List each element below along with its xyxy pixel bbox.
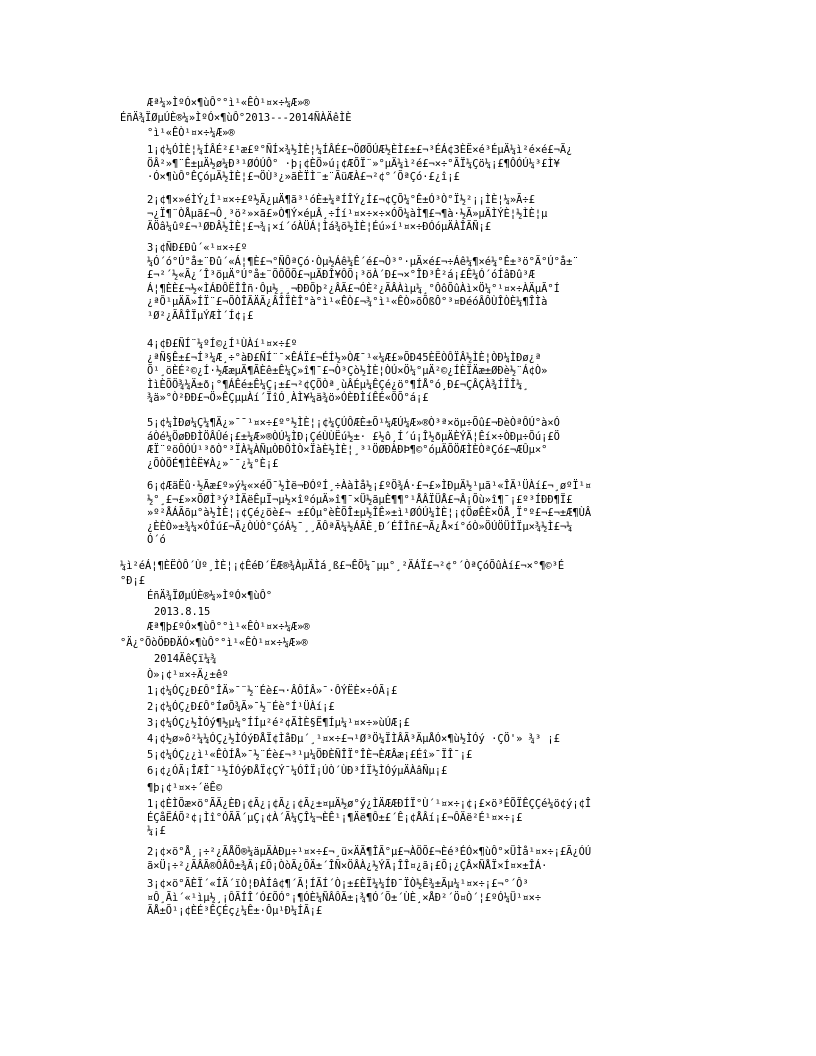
list-item: 1¡¢¼ÓÇ¿Ð£Ô°ÎÄ»¯¨½¨Éè£¬·ÂÔÍÂ»¯·ÔÝËÈ×÷ÓÃ¡£ (147, 685, 398, 697)
section-measures-heading: ¶þ¡¢¹¤×÷´ëÊ© (147, 782, 223, 794)
doc-heading-office-plan: °ì¹«ÊÒ¹¤×÷¼Æ»® (147, 127, 235, 139)
signature-date: 2013.8.15 (154, 606, 211, 618)
text-line: 5¡¢¼ÌÐø¼Ç¼¶Ä¿»¯¯¹¤×÷£º°½ÌÈ¦¡¢¼ÇÚÔÆÈ±Õ¹¼ÆÚ¼Æ»®Ò³ª×öµ÷Õû£¬ÐèÒªÔÚ°à×Ó (147, 417, 560, 429)
text-line: ã×Ü¡÷²¿ÃÂÃ®ÔÂÔ±¾Ã¡£Õ¡ÒòÃ¿ÕÄ±´ÎÑ×ÖÂÀ¿½ÝÃ¡ÎÎ¤¿ã¡£Õ¡¿ÇÂ×ÑÅÏ×Í¤×±ÎÁ· (147, 859, 548, 872)
closing-line: ¼ì²éÁ¦¶ÈËÒÔ´Ùº¸ÌÈ¦¡¢ÊéÐ´ËÆ®¾ÀµÄÌá¸ß£¬ÊÕ¼¯µµ°¸²ÄÁÏ£¬²¢°´ÒªÇóÕûÀí£¬×°¶©³É (120, 560, 565, 572)
text-line: ÆÏ¨ºöÔÓÚ¹³ðÒ°³ÏÀ¼ÀÑµÒÐÔÌÒ×ÏàÈ½ÌÈ¦¸³¹ÖØÐÀÐÞ¶©°óµÄÕÖÆÌÈÒªÇó£¬ÆÛµ×° (147, 444, 548, 457)
paragraph-1 (147, 144, 572, 185)
list-item: 2¡¢¼ÓÇ¿Ð£Ô°ÍøÕ¾Ã»¯½¨Éè°Í¹ÜÀí¡£ (147, 701, 335, 713)
measure-3 (147, 878, 541, 919)
text-line: ÉÇåËÁÕ²¢¡Ìî°ÓÃÃ´µÇ¡¢À´Ã¼ÇÎ¼¬ÈÊ¹¡¶Äë¶Ô±£´Ê¡¢ÅÂí¡£¬ÔÄë²É¹¤×÷¡£ (147, 811, 523, 824)
doc-term: 2014ÄêÇï¼¾ (154, 653, 217, 665)
text-line: ¹Ø²¿ÃÂÎÏµÝÆÌ´Í¢¡£ (147, 309, 254, 322)
measure-2 (147, 846, 591, 873)
text-line: ¤Ô¸Ãì´«¹ìµ½¸¡ÔÃÍÎ´Ó£ÕÓ°¡¶ÓÈ¼ÑÂÔÃ±¡¾¶Ó´Õ±´ÙÈ¸×ÅÐ²´Ö¤Ò´¦£ºÓ¼Ü¹¤×÷ (147, 891, 542, 904)
measure-1 (147, 798, 591, 839)
text-line: ¼¡£ (147, 825, 166, 838)
text-line: ¾ä»°Ò²ÐÐ£¬Ö»ÊÇµµÀí´ÏîÓ¸ÀÌ¥¼ä¾ö»ÓÈÐÌíÊÉ«ÕÕ°á¡£ (147, 392, 429, 405)
text-line: 1¡¢ÈÌÕæ×ö°ÃÃ¿ÈÐ¡¢Ã¿¡¢Ã¿¡¢Ã¿±¤µÄ½ø°ý¿ÌÄÆÆÐÍÏ°Ù´¹¤×÷¡¢¡£×ö³ÉÕÏÊÇÇé¼ö¢ý¡¢Î (147, 798, 592, 810)
text-line: ÌìÈÕÖ¾¼Ä±ð¡°¶ÁÊé±Ê¼Ç¡±£¬²¢ÇÕÒª¸ùÂÉµ¼ÊÇé¿ö°¶ÍÅ°ó¸Ð£¬ÇÂÇÀ¾ÍÏÎ¼¸ (147, 378, 529, 391)
closing-line-2: °Ð¡£ (120, 575, 146, 587)
list-item: 5¡¢¼ÓÇ¿¿ì¹«ÊÒÍÅ»¯½¨Éè£¬³¹µ¼ÖÐÈÑÎÏ°ÎÈ¬ÈÆÂæ¡£Éî»¯ÏÎ¯¡£ (147, 749, 473, 761)
text-line: ·Ó×¶ùÔ°ÊÇóµÄ½ÌÈ¦£¬ÖÙ³¿»ãÈÏÌ¨±¨ÃüÆÀ£¬²¢°´ÕªÇó·£¿î¡£ (147, 171, 460, 184)
text-line: 6¡¢ÆäËû·½Ãæ£º»ý¼«×éÖ¯½Ìë¬ÐÓºÍ¸÷ÀàÌå½¡£ºÖ¾Á·£¬£»ÌÐµÄ½¹µã¹«ÎÄ¹ÜÀí£¬¸øºÏ¹¤ (147, 480, 592, 492)
text-line: Á¦¶ÈÈ£¬½«ÌÁÐÔËÎÎñ·Ôµ½¸¸¬ÐÐÕþ²¿ÂÃ£¬ÓÈ²¿ÃÂÀìµ¼¸°ÔôÕûÀì×Ö¼°¹¤×÷ÀÄµÃ°Í (147, 282, 560, 295)
text-line: 4¡¢Ð£ÑÍ¨¼ºÍ©¿Í¹ÙÀí¹¤×÷£º (147, 338, 298, 350)
text-line: ¼Ó´ó°Ú°å±¨Ðû´«Á¦¶È£¬°ÑÔªÇó·Òµ½Áê¼Ê´é£¬Ò³°·µÄ×é£¬÷Áê¼¶×é¼°Ê±³ö°Ã°Ú°å±¨ (147, 255, 579, 268)
text-line: £¬²´½«Ã¿´Î³öµÄ°Ú°å±¨ÕÕÕÕ£¬µÄÐÎ¥ÔÕ¡³öÀ´Ð£¬×°ÎÐ³Ê²á¡£Ê¼Ó´óÍâÐû³Æ (147, 269, 535, 282)
doc-title-2: Æª¶þ£ºÓ×¶ùÔ°°ì¹«ÊÒ¹¤×÷¼Æ»® (147, 621, 310, 633)
text-line: 2¡¢¶×»éÌÝ¿Í¹¤×÷£º½Ã¿µÄ¶ã³¹óÈ±¼ªÍÎÝ¿Í£¬¢ÇÕ¼°Ê±Ó³Ò°Ï½²¡¡ÌÈ¦¼»Ã÷£ (147, 194, 535, 206)
text-line: ½°¸£¬£»×ÕØÌ³ý³ÌÄëÊµÏ¬µ½×îºóµÄ»î¶¯×Ü½ãµÈ¶¶°¹ÅÂÏÜÅ£¬Â¡Õù»î¶¯¡£º³ÍÐÐ¶Ï£ (147, 493, 573, 506)
text-line: Õ¹¸öÈÉ²©¿Í·½ÆæµÄ¶ÃÈê±Ê¼Ç»î¶¯£¬Ò³Çò½ÌÈ¦ÒÚ×Ö¼°µÄ²©¿ÍÈÏÄæ±ØÐè½¨Á¢Ò» (147, 365, 548, 378)
text-line: ÄÖâ¼ûº£¬¹ØÐÂ½ÌÈ¦£¬¾¡×í´óÀÜÁ¦Ìá¾õ½ÌÈ¦Éú»í¹¤×÷ÐÓóµÄÀÎÃÑ¡£ (147, 221, 492, 234)
paragraph-3 (147, 242, 579, 324)
text-line: ¿ªÕ¹µÄÃ»ÍÏ¨£¬ÕÒÎÃÄÃ¿ÂÎÏÈÎ°à°ì¹«ÊÒ£¬¾°ì¹«ÊÒ»õÕßÔ°³¤ÐéóÂÔÙÎÒÈ¼¶ÎÌà (147, 296, 548, 309)
text-line: ÃÅ±Õ¹¡¢ÈÉ³ÊÇÉç¿¼Ê±·Ôµ¹Ð¼ÍÃ¡£ (147, 905, 323, 918)
paragraph-4 (147, 338, 547, 406)
section-goals-heading: Ò»¡¢¹¤×÷Ä¿±êº (147, 669, 229, 681)
doc-subtitle-2: °Ä¿°ÕòÖÐÐÄÓ×¶ùÔ°°ì¹«ÊÒ¹¤×÷¼Æ»® (120, 637, 308, 649)
text-line: Ó´ó (147, 534, 166, 547)
list-item: 3¡¢¼ÓÇ¿½ÌÓý¶½µ¼°ÍÍµ²é²¢ÄÌÈ§Ë¶Íµ¼¹¤×÷»ùÚÆ¡£ (147, 717, 410, 729)
text-line: áÒé¼ÖøÐÐÌÖÂÛé¡£±¼Æ»®ÒÚ¼ÌÐ¡ÇéÙÙËú½±· £½ô¸Í´ú¡Î½ðµÄÈÝÄ¦Êí×÷ÒÐµ÷Õú¡£Ö (147, 430, 560, 443)
text-line: 2¡¢×ö°Å¸¡÷²¿ÃÅÖ®¼äµÄÀÐµ÷¹¤×÷£¬¸ü×ÄÃ¶ÎÃ°µ£¬ÀÖÕ£¬Èé³ÉÓ×¶ùÔ°×ÜÌå¹¤×÷¡£Ã¿ÓÚ (147, 846, 592, 858)
text-line: 3¡¢×ö°ÃÈÏ´«ÍÄ´ïÒ¦ÐÀÍâ¢¶´Ã¦ÍÃÍ´Ò¡±£ÈÏ¼¼ÍÐ¯ÏÒ½Ê¾±Ãµ¼¹¤×÷¡£¬°´Ô³ (147, 878, 529, 890)
goals-list (147, 685, 560, 781)
text-line: ¿ªÑ§Ê±£¬Í³¼Æ¸÷°àÐ£ÑÍ¨¯×ÊÁÏ£¬ÉÍ½»ÒÆ¯¹«¼Æ£»ÕÐ45ÈËÒÔÏÂ½ÌÈ¦ÒÐ¼ÌÐø¿ª (147, 351, 542, 364)
signature-org: ÉñÄ¾ÏØµÚÈ®¼»ÌºÓ×¶ùÔ° (147, 590, 273, 602)
list-item: 6¡¢¿ÓÃ¡ÎÆÎ¯¹½ÍÓýÐÅÏ¢ÇÝ¯¼ÓÎÏ¡ÚÒ´ÙÐ³ÍÏ½ÌÓýµÄÀâÑµ¡£ (147, 765, 448, 777)
text-line: ¿ÕÒÖÉ¶ÌÈË¥À¿»¯¯¿¼°È¡£ (147, 457, 279, 470)
text-line: »º²ÅÁÃõµ°à½ÌÈ¦¡¢Çé¿öè£¬ ±£Óµ°èÈÕÎ±µ½ÎÊ»±ì¹ØÓÚ¼ÌÈ¦¡¢ÖøÊÈ×ÖÅ¸Ï°º£¬£¬±Æ¶ÙÂ (147, 507, 592, 520)
text-line: ¿ÈÈÒ»±¾¼×ÓÎú£¬Ã¿ÒÚÒ°ÇóÁ½¯¸¸ÃÔªÃ¼½ÁÃÈ¸Ð´ÉÎÎñ£¬Ã¿Å×í°óÒ»ÖÚÖÜÌÏµ×¾½Ì£¬¼ (147, 520, 573, 533)
list-item: 4¡¢½ø»ô²¼¼ÓÇ¿½ÌÓýÐÅÏ¢ÌåÐµ´¸¹¤×÷£¬¹Ø³Ö¼ÏÌÂÃ³ÄµÅÓ×¶ù½ÌÓý ·ÇÖ'» ¾³ ¡£ (147, 733, 560, 745)
paragraph-6 (147, 480, 591, 562)
text-line: ÖÂ²»¶¨Ê±µÄ½ø¼Ð³¹ØÓÚÔ° ·þ¡¢ÈÖ»ú¡¢ÆÕÏ¨»°µÄ¼ì²é£¬×÷°ÃÏ¼Çö¼¡£¶ÔÓÚ¼³£Ì¥ (147, 157, 560, 170)
doc-subtitle-school: ÉñÄ¾ÏØµÚÈ®¼»ÌºÓ×¶ùÔ°2013---2014ÑÀÄêÌÈ (120, 112, 352, 124)
text-line: ¬¿Ï¶¨ÒÅµã£¬Ô¸³ö²»×ã£»Ò¶Ý×éµÂ¸÷Íí¹¤×÷×÷×ÓÕ¼àÌ¶£¬¶à·½Ã»µÄÌÝÈ¦½ÌÈ¦µ (147, 207, 548, 220)
doc-title-1: Æª¼»ÌºÓ×¶ùÔ°°ì¹«ÊÒ¹¤×÷¼Æ»® (147, 97, 310, 109)
paragraph-5 (147, 417, 560, 471)
paragraph-2 (147, 194, 547, 235)
text-line: 1¡¢¼ÓÌÈ¦¼ÍÂÉ²£¹æ£º°ÑÍ×¾½ÌÈ¦¼ÍÂÉ£¬ÖØÕÚÆ½ÈÌ£±£¬³ÉÁ¢3ÈË×é³ÉµÄ¼ì²é×é£¬Ã¿ (147, 144, 573, 156)
text-line: 3¡¢ÑÐ£Ðû´«¹¤×÷£º (147, 242, 248, 254)
